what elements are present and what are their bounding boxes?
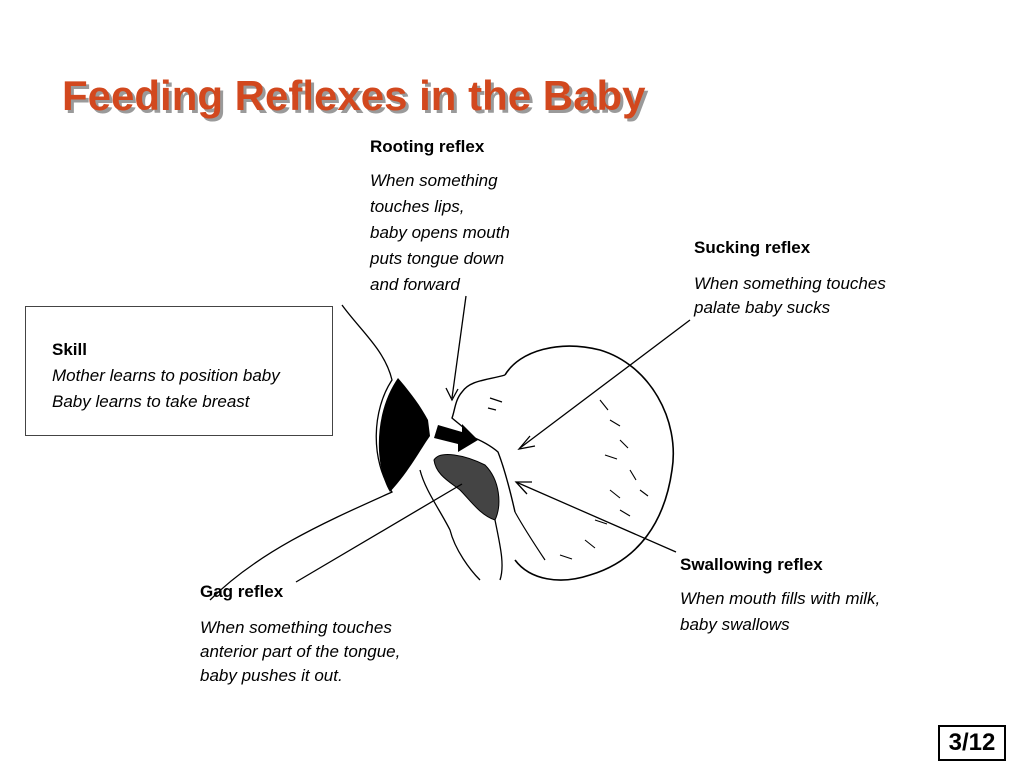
eye-mark [488, 398, 502, 410]
hair-hatching [560, 400, 648, 559]
sucking-heading: Sucking reflex [694, 238, 811, 257]
rooting-line: touches lips, [370, 197, 465, 216]
swallowing-description [680, 586, 880, 638]
skill-heading: Skill [52, 340, 87, 359]
gag-pointer [296, 484, 462, 582]
rooting-line: puts tongue down [370, 249, 505, 268]
rooting-heading: Rooting reflex [370, 137, 485, 156]
skill-line: Baby learns to take breast [52, 392, 250, 411]
rooting-pointer [452, 296, 466, 398]
slide-title: Feeding Reflexes in the Baby [62, 72, 646, 119]
skill-box [25, 306, 333, 436]
swallowing-line: When mouth fills with milk, [680, 589, 881, 608]
swallowing-reflex-label [680, 552, 880, 638]
rooting-description [370, 168, 510, 298]
tongue-stippled [434, 455, 499, 520]
rooting-line: When something [370, 171, 498, 190]
rooting-reflex-label [370, 134, 510, 298]
rooting-line: baby opens mouth [370, 223, 510, 242]
sucking-description [694, 272, 886, 320]
sucking-line: When something touches [694, 274, 886, 293]
gag-line: baby pushes it out. [200, 666, 343, 685]
tongue-arrow-icon [434, 424, 478, 452]
gag-line: When something touches [200, 618, 392, 637]
page-number: 3/12 [938, 725, 1006, 761]
gag-reflex-label [200, 580, 400, 688]
swallowing-pointer [516, 482, 676, 552]
gag-description [200, 616, 400, 688]
swallowing-line: baby swallows [680, 615, 790, 634]
baby-head-outline [505, 346, 673, 580]
sucking-pointer [520, 320, 690, 448]
gag-heading: Gag reflex [200, 582, 284, 601]
skill-description [52, 363, 280, 415]
areola-shape [379, 378, 430, 492]
sucking-reflex-label [694, 236, 886, 320]
neck-outline [515, 512, 545, 560]
rooting-line: and forward [370, 275, 460, 294]
skill-line: Mother learns to position baby [52, 366, 280, 385]
gag-line: anterior part of the tongue, [200, 642, 401, 661]
sucking-line: palate baby sucks [694, 298, 831, 317]
swallowing-heading: Swallowing reflex [680, 555, 823, 574]
